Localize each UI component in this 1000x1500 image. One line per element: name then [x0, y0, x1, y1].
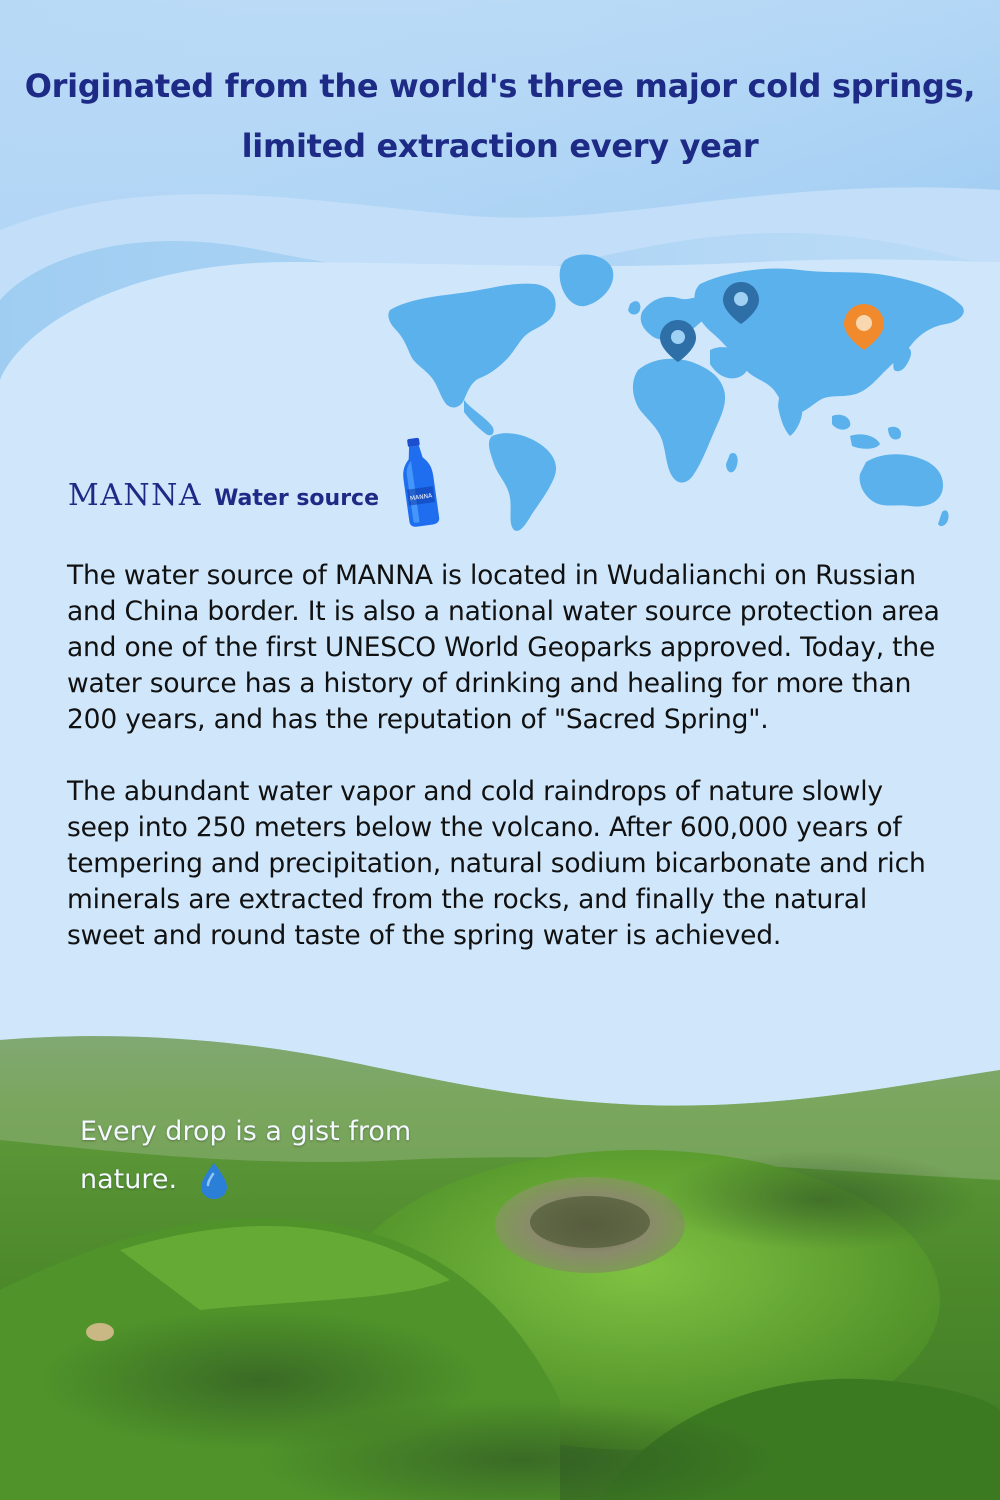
water-drop-icon	[198, 1161, 230, 1201]
description-paragraph-2: The abundant water vapor and cold raindrops of nature slowly seep into 250 meters below the volcano. After 600,000 years of tempering and precipitation, natural sodium bicarbonate and rich minerals are extracted from the rocks, and finally the natural sweet and round taste of the spring water is achieved.	[67, 776, 926, 951]
tagline-line-1: Every drop is a gist from	[80, 1116, 412, 1147]
tagline-line-2-row	[80, 1156, 500, 1204]
svg-text:MANNA: MANNA	[409, 492, 433, 503]
headline-line-2: limited extraction every year	[241, 127, 759, 165]
tagline	[80, 1108, 500, 1204]
tagline-line-2: nature.	[80, 1164, 178, 1195]
water-bottle-icon	[396, 436, 442, 528]
description	[67, 558, 947, 990]
map-pin-europe-icon	[660, 320, 696, 362]
headline-line-1: Originated from the world's three major cold springs,	[24, 67, 976, 105]
brand-subtitle: Water source	[214, 486, 380, 511]
world-map-icon	[380, 240, 970, 540]
headline	[0, 56, 1000, 176]
brand-name: MANNA	[68, 478, 203, 513]
brand-heading	[68, 478, 379, 513]
description-paragraph-1: The water source of MANNA is located in Wudalianchi on Russian and China border. It is also a national water source protection area and one of the first UNESCO World Geoparks approved. Today, the water source has a history of drinking and healing for more than 200 years, and has the reputation of "Sacred Spring".	[67, 560, 940, 735]
